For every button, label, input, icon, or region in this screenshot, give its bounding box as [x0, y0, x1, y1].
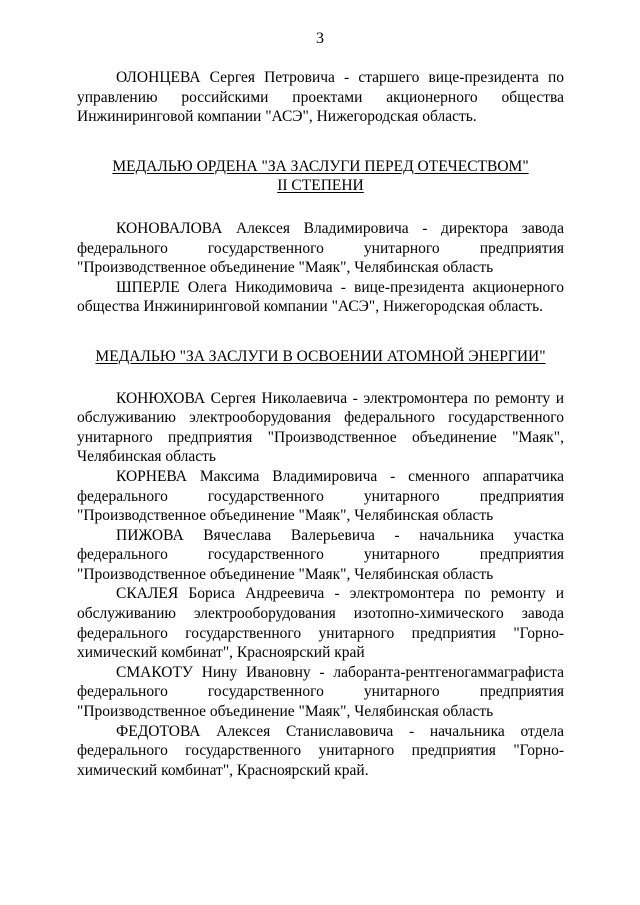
award-entry: ПИЖОВА Вячеслава Валерьевича - начальника участка федерального государственного унитарного предприятия "Производственное объединение "Маяк", Челябинская область: [77, 526, 564, 583]
award-entry: КОРНЕВА Максима Владимировича - сменного аппаратчика федерального государственного унитарного предприятия "Производственное объединение "Маяк", Челябинская область: [77, 467, 564, 525]
award-entry: ФЕДОТОВА Алексея Станиславовича - начальника отдела федерального государственного унитарного предприятия "Горно-химический комбинат", Красноярский край.: [77, 722, 564, 779]
section-heading-line: МЕДАЛЬЮ "ЗА ЗАСЛУГИ В ОСВОЕНИИ АТОМНОЙ ЭНЕРГИИ": [95, 347, 546, 365]
award-entry: ОЛОНЦЕВА Сергея Петровича - старшего вице-президента по управлению российскими проектами акционерного общества Инжиниринговой компании "АСЭ", Нижегородская область.: [77, 69, 564, 126]
award-entry: ШПЕРЛЕ Олега Никодимовича - вице-президента акционерного общества Инжиниринговой компании "АСЭ", Нижегородская область.: [77, 278, 564, 316]
award-entry: СМАКОТУ Нину Ивановну - лаборанта-рентгеногаммаграфиста федерального государственного унитарного предприятия "Производственное объединение "Маяк", Челябинская область: [77, 663, 564, 721]
award-entry: КОНОВАЛОВА Алексея Владимировича - директора завода федерального государственного унитарного предприятия "Производственное объединение "Маяк", Челябинская область: [77, 219, 564, 277]
award-entry: КОНЮХОВА Сергея Николаевича - электромонтера по ремонту и обслуживанию электрооборудования федерального государственного унитарного предприятия "Производственное объединение "Маяк", Челябинская область: [77, 389, 564, 466]
section-heading-line: II СТЕПЕНИ: [277, 177, 364, 195]
section-heading-order-medal: [77, 157, 564, 196]
section-heading-atomic-medal: [77, 347, 564, 367]
document-body: [77, 68, 564, 780]
section-heading-line: МЕДАЛЬЮ ОРДЕНА "ЗА ЗАСЛУГИ ПЕРЕД ОТЕЧЕСТВОМ": [112, 157, 529, 175]
page-number: 3: [316, 30, 324, 47]
award-entry: СКАЛЕЯ Бориса Андреевича - электромонтера по ремонту и обслуживанию электрооборудования изотопно-химического завода федерального государственного унитарного предприятия "Горно-химический комбинат", Красноярский край: [77, 585, 564, 662]
